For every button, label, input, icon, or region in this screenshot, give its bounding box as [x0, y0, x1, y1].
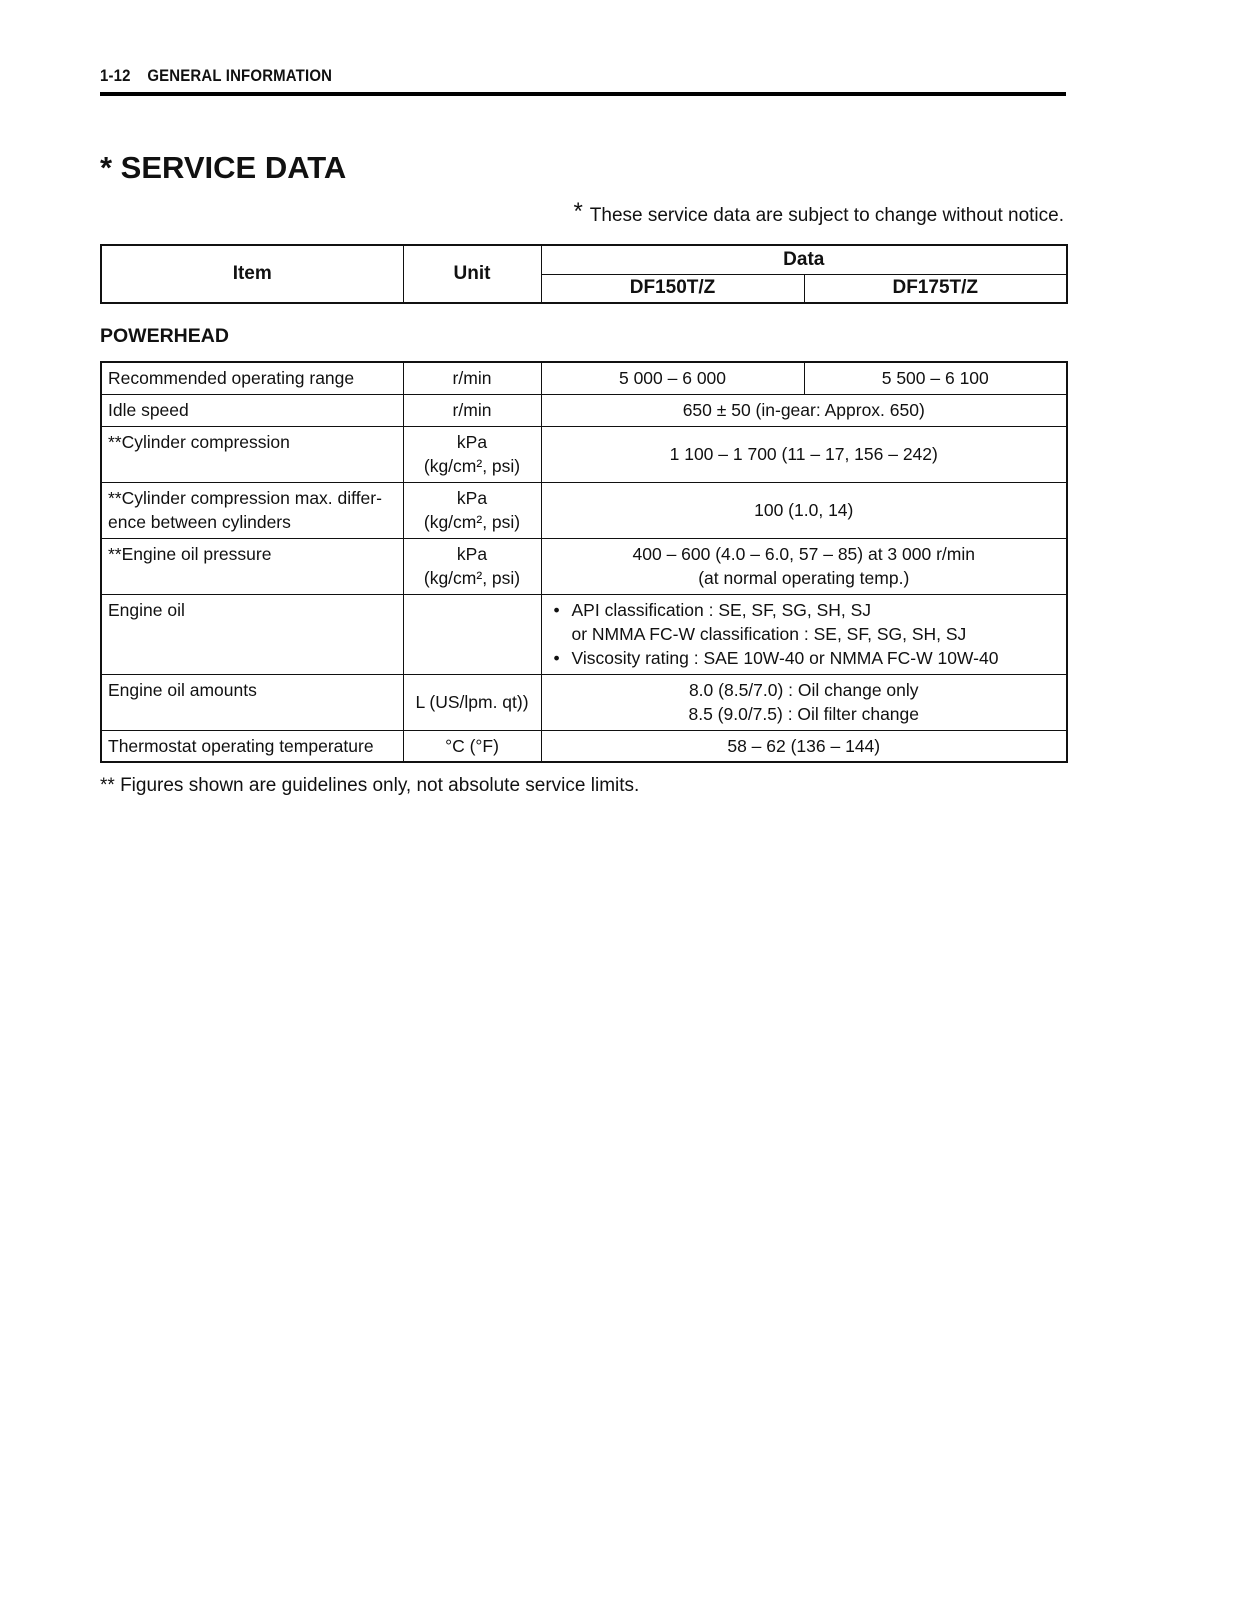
footnote: ** Figures shown are guidelines only, not absolute service limits.: [100, 775, 640, 796]
unit-line: (kg/cm², psi): [423, 455, 521, 476]
header-data: Data: [541, 245, 1067, 274]
unit-cell: °C (°F): [403, 730, 541, 762]
unit-line: kPa: [456, 431, 488, 452]
table-row: [101, 482, 1067, 538]
bullet-dot: •: [553, 648, 560, 668]
header-unit: Unit: [403, 245, 541, 303]
data-cell-df175: 5 500 – 6 100: [804, 362, 1067, 394]
notice-asterisk: *: [573, 198, 583, 225]
bullet-text: Viscosity rating : SAE 10W-40 or NMMA FC-W 10W-40: [571, 648, 999, 668]
table-row: [101, 674, 1067, 730]
bullet-text: API classification : SE, SF, SG, SH, SJ: [571, 600, 872, 620]
table-row: [101, 394, 1067, 426]
data-cell: 58 – 62 (136 – 144): [541, 730, 1067, 762]
data-cell: 650 ± 50 (in-gear: Approx. 650): [541, 394, 1067, 426]
unit-cell: [403, 426, 541, 482]
table-row: [101, 594, 1067, 674]
powerhead-spec-table: [100, 361, 1068, 763]
data-line: 8.5 (9.0/7.5) : Oil filter change: [688, 704, 920, 724]
table-row: [101, 362, 1067, 394]
data-cell: 100 (1.0, 14): [541, 482, 1067, 538]
data-line: 400 – 600 (4.0 – 6.0, 57 – 85) at 3 000 r/min: [632, 544, 975, 564]
item-cell: **Engine oil pressure: [101, 538, 403, 594]
unit-line: kPa: [456, 487, 488, 508]
data-cell: [541, 674, 1067, 730]
notice-text: These service data are subject to change without notice.: [589, 205, 1064, 226]
item-cell: Idle speed: [101, 394, 403, 426]
header-model-df175: DF175T/Z: [804, 274, 1067, 303]
section-label: GENERAL INFORMATION: [147, 66, 333, 85]
data-line: 8.0 (8.5/7.0) : Oil change only: [688, 680, 919, 700]
data-cell: [541, 594, 1067, 674]
item-line: ence between cylinders: [108, 511, 291, 532]
unit-line: (kg/cm², psi): [423, 567, 521, 588]
running-head: [100, 66, 950, 86]
bullet-item: [553, 646, 1061, 670]
data-cell: 1 100 – 1 700 (11 – 17, 156 – 242): [541, 426, 1067, 482]
bullet-continuation: or NMMA FC-W classification : SE, SF, SG, SH, SJ: [571, 624, 967, 644]
header-model-df150: DF150T/Z: [541, 274, 804, 303]
page-number: 1-12: [100, 66, 131, 85]
header-item: Item: [101, 245, 403, 303]
item-cell: **Cylinder compression: [101, 426, 403, 482]
unit-cell: [403, 538, 541, 594]
unit-cell: r/min: [403, 362, 541, 394]
item-cell: [101, 482, 403, 538]
unit-line: kPa: [456, 543, 488, 564]
unit-cell: r/min: [403, 394, 541, 426]
unit-line: (kg/cm², psi): [423, 511, 521, 532]
data-cell-df150: 5 000 – 6 000: [541, 362, 804, 394]
data-line: (at normal operating temp.): [698, 568, 910, 588]
item-cell: Recommended operating range: [101, 362, 403, 394]
item-line: **Cylinder compression max. differ-: [108, 487, 382, 508]
bullet-dot: •: [553, 600, 560, 620]
unit-cell: [403, 594, 541, 674]
data-cell: [541, 538, 1067, 594]
item-cell: Thermostat operating temperature: [101, 730, 403, 762]
page-title: * SERVICE DATA: [100, 150, 347, 185]
table-row: [101, 426, 1067, 482]
change-notice: [573, 198, 1064, 227]
item-cell: Engine oil amounts: [101, 674, 403, 730]
unit-cell: L (US/lpm. qt)): [403, 674, 541, 730]
section-heading: POWERHEAD: [100, 325, 229, 347]
column-header-table: [100, 244, 1068, 304]
unit-cell: [403, 482, 541, 538]
header-rule: [100, 92, 1066, 96]
table-row: [101, 730, 1067, 762]
item-cell: Engine oil: [101, 594, 403, 674]
bullet-item: [553, 598, 1061, 622]
table-row: [101, 538, 1067, 594]
